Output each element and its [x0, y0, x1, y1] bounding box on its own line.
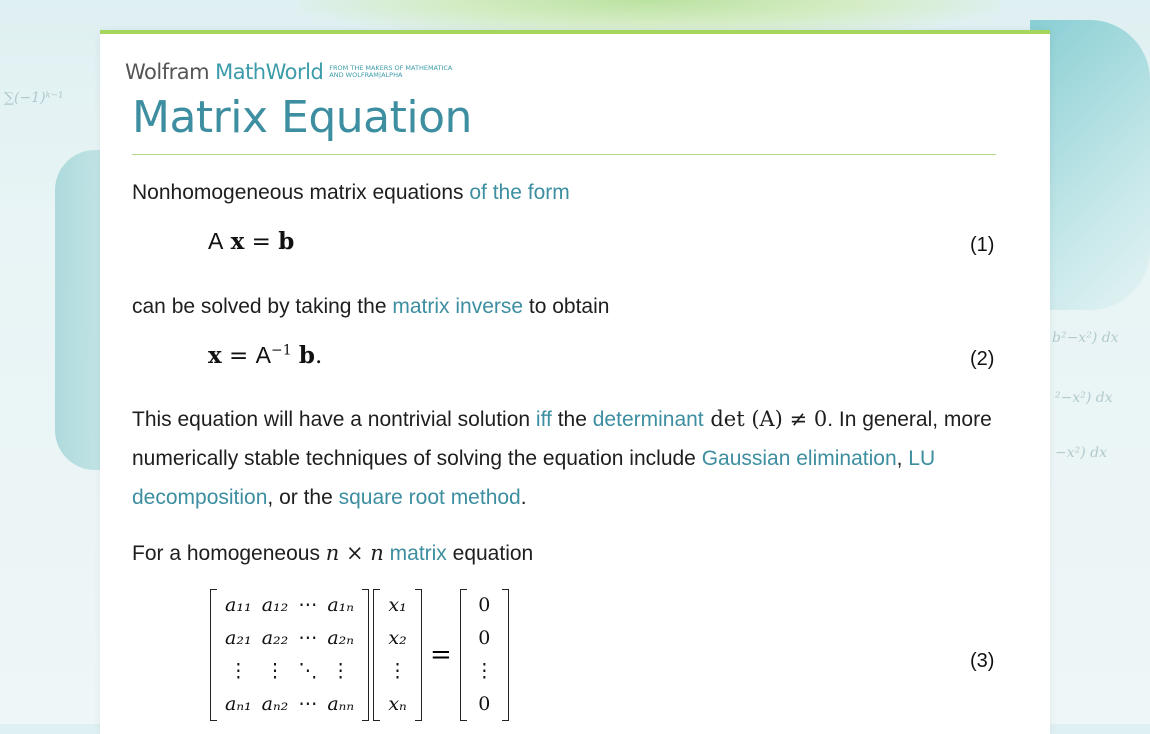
matrix-entry: ⋯ — [298, 627, 318, 649]
logo-wolfram: Wolfram — [125, 60, 210, 84]
logo-mathworld: MathWorld — [215, 60, 324, 84]
vector-entry: x₁ — [388, 594, 407, 616]
matrix-entry: ⋮ — [265, 660, 285, 682]
matrix-entry: ⋮ — [228, 660, 248, 682]
background-formula: ²−x²) dx — [1055, 390, 1113, 406]
background-formula: b²−x²) dx — [1052, 330, 1119, 346]
link-gaussian-elimination[interactable]: Gaussian elimination — [701, 447, 897, 470]
vector-entry: ⋮ — [474, 660, 494, 682]
matrix-entry: a₁ₙ — [327, 594, 354, 616]
vector-entry: x₂ — [388, 627, 407, 649]
matrix-entry: ⋯ — [298, 693, 318, 715]
zero-vector — [460, 589, 509, 721]
equation-2: $x = A^{-1}$ b. — [208, 342, 323, 369]
equals-sign: = — [430, 640, 452, 670]
vector-entry: 0 — [478, 693, 491, 715]
paragraph-3: This equation will have a nontrivial solution iff the determinant det (A) ≠ 0. In general, more numerically stable techniques of solving the equation include Gaussian elimination, LU decomposition, or the square root method. — [132, 407, 992, 509]
background-formula: −x²) dx — [1055, 445, 1108, 461]
link-determinant[interactable]: determinant — [592, 408, 704, 431]
matrix-entry: ⋯ — [298, 594, 318, 616]
paragraph-2: can be solved by taking the matrix inverse to obtain — [132, 295, 610, 318]
matrix-entry: ⋮ — [331, 660, 351, 682]
paragraph-4: For a homogeneous n × n matrix equation — [132, 541, 534, 565]
logo-tagline: FROM THE MAKERS OF MATHEMATICA AND WOLFRAM|ALPHA — [329, 64, 453, 79]
title-divider — [132, 154, 996, 155]
link-of-the-form[interactable]: of the form — [469, 181, 570, 204]
equation-number-2: (2) — [970, 348, 995, 370]
equation-3 — [208, 588, 511, 722]
matrix-entry: aₙₙ — [327, 693, 355, 715]
vector-entry: 0 — [478, 627, 491, 649]
equation-number-3: (3) — [970, 650, 995, 672]
link-matrix-inverse[interactable]: matrix inverse — [392, 295, 524, 318]
matrix-entry: a₂₁ — [225, 627, 252, 649]
vector-entry: 0 — [478, 594, 491, 616]
equation-1: A x = b — [208, 228, 295, 255]
matrix-entry: a₂ₙ — [327, 627, 354, 649]
link-lu-decomposition[interactable]: LU decomposition — [132, 447, 936, 509]
paragraph-1: Nonhomogeneous matrix equations of the form — [132, 181, 570, 204]
equation-number-1: (1) — [970, 234, 995, 256]
site-logo[interactable] — [125, 60, 452, 84]
content-card — [100, 30, 1050, 734]
vector-entry: ⋮ — [388, 660, 408, 682]
coefficient-matrix — [210, 589, 369, 721]
vector-entry: xₙ — [388, 693, 407, 715]
link-matrix[interactable]: matrix — [389, 542, 447, 565]
matrix-entry: a₁₁ — [225, 594, 252, 616]
matrix-entry: aₙ₁ — [225, 693, 252, 715]
variable-vector — [373, 589, 422, 721]
matrix-entry: a₂₂ — [261, 627, 289, 649]
background-formula: ∑(−1)ᵏ⁻¹ — [4, 90, 64, 106]
page-title: Matrix Equation — [132, 92, 472, 143]
matrix-entry: ⋱ — [298, 660, 318, 682]
matrix-entry: aₙ₂ — [261, 693, 289, 715]
matrix-entry: a₁₂ — [261, 594, 289, 616]
link-square-root-method[interactable]: square root method — [338, 486, 521, 509]
link-iff[interactable]: iff — [535, 408, 552, 431]
